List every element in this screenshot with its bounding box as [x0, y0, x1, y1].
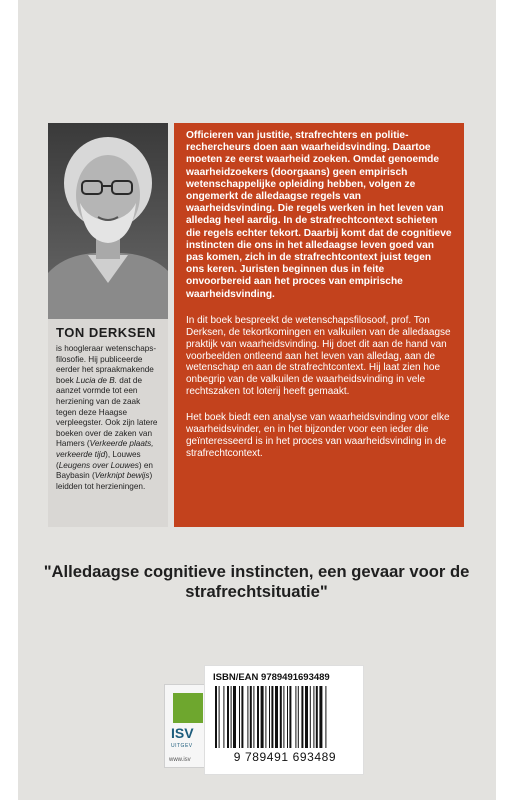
barcode-bar	[233, 686, 236, 748]
isbn-text: ISBN/EAN 9789491693489	[213, 672, 330, 683]
barcode-bar	[261, 686, 264, 748]
blurb-paragraph-2: In dit boek bespreekt de wetenschapsfilosoof, prof. Ton Derksen, de tekortkomingen en valkuilen van de alledaagse praktijk van waarheidsvinding. Hij doet dit aan de hand van voorbeelden ontleend aan het leven van alledag, aan de wetenschap en aan de strafrechtcontext. Hij laat zien hoe onbegrip van de valkuilen de waarheidsvinding in vele rechtszaken tot loterij heeft gemaakt.	[186, 314, 451, 398]
barcode-bar	[257, 686, 259, 748]
bio-text-part: ), Louwes (	[56, 449, 141, 470]
barcode-label	[204, 665, 364, 775]
barcode-bar	[310, 686, 311, 748]
author-bio	[48, 319, 168, 527]
barcode-bar	[227, 686, 229, 748]
author-portrait-image	[48, 123, 168, 319]
publisher-url: www.isv	[169, 757, 191, 763]
barcode-bar	[301, 686, 303, 748]
blurb-box	[174, 123, 464, 527]
bio-book-title: Leugens over Louwes	[58, 460, 139, 470]
barcode-bar	[265, 686, 266, 748]
barcode-bar	[316, 686, 318, 748]
barcode-bar	[215, 686, 217, 748]
barcode-bar	[241, 686, 243, 748]
barcode-bar	[239, 686, 240, 748]
author-bio-text	[56, 344, 160, 492]
ean-digits: 9 789491 693489	[233, 750, 337, 764]
barcode-bar	[283, 686, 284, 748]
blurb-paragraph-3: Het boek biedt een analyse van waarheidsvinding voor elke waarheidsvinder, en in het bijzonder voor een ieder die geïnteresseerd is in het proces van waarheidsvinding in de strafrechtcontext.	[186, 412, 450, 459]
barcode-bar	[250, 686, 252, 748]
barcode-bar	[219, 686, 220, 748]
pull-quote: "Alledaagse cognitieve instincten, een gevaar voor de strafrechtsituatie"	[43, 562, 470, 601]
barcode-bar	[305, 686, 308, 748]
barcode-bar	[275, 686, 278, 748]
author-name: TON DERKSEN	[56, 325, 156, 340]
barcode-bar	[269, 686, 270, 748]
barcode-bar	[313, 686, 314, 748]
barcode-bar	[253, 686, 254, 748]
blurb-paragraph-1: Officieren van justitie, strafrechters en politierechercheurs doen aan waarheidsvinding. Daartoe moeten ze eerst waarheid zoeken. Omdat genoemde waarheidzoekers (doorgaans) geen empirisch wetenschappelijke opleiding hebben, volgen ze ongemerkt de alledaagse regels van waarheidsvinding. Die regels werken in het leven van alledag heel aardig. In de strafrechtcontext schieten die regels echter tekort. Daarbij komt dat de cognitieve instincten die ons in het alledaagse leven goed van pas komen, zich in de strafrechtcontext juist tegen ons keren. Juristen beginnen dus in feite onvoorbereid aan het proces van empirische waarheidsvinding.	[186, 130, 452, 300]
bio-text-part: is hoogleraar wetenschapsfilosofie. Hij publiceerde eerder het spraakmakende boek	[56, 344, 157, 385]
barcode-bar	[298, 686, 299, 748]
barcode-bar	[223, 686, 224, 748]
bio-text-part: ) en Baybasin (	[56, 460, 153, 481]
logo-green-square	[173, 693, 203, 723]
bio-book-title: Verknipt bewijs	[94, 471, 150, 481]
author-photo	[48, 123, 168, 319]
barcode-bar	[289, 686, 291, 748]
barcode-bar	[231, 686, 232, 748]
barcode-bar	[325, 686, 326, 748]
barcode-bar	[295, 686, 296, 748]
bio-text-part: ) leidden tot herzieningen.	[56, 471, 153, 491]
publisher-logo-text: ISV	[171, 725, 194, 741]
barcode-bar	[247, 686, 248, 748]
barcode-bar	[271, 686, 273, 748]
barcode-bar	[280, 686, 282, 748]
bio-book-title: Verkeerde plaats, verkeerde tijd	[56, 439, 154, 459]
bio-book-title: Lucia de B.	[76, 375, 117, 385]
publisher-logo-subtext: UITGEV	[171, 743, 193, 749]
barcode-bar	[319, 686, 322, 748]
barcode-bar	[287, 686, 288, 748]
barcode-bars	[213, 686, 357, 748]
bio-text-part: dat de aanzet vormde tot een herziening van de zaak tegen deze Haagse verpleegster. Ook zijn latere boeken over de zaken van Hamers (	[56, 375, 158, 449]
